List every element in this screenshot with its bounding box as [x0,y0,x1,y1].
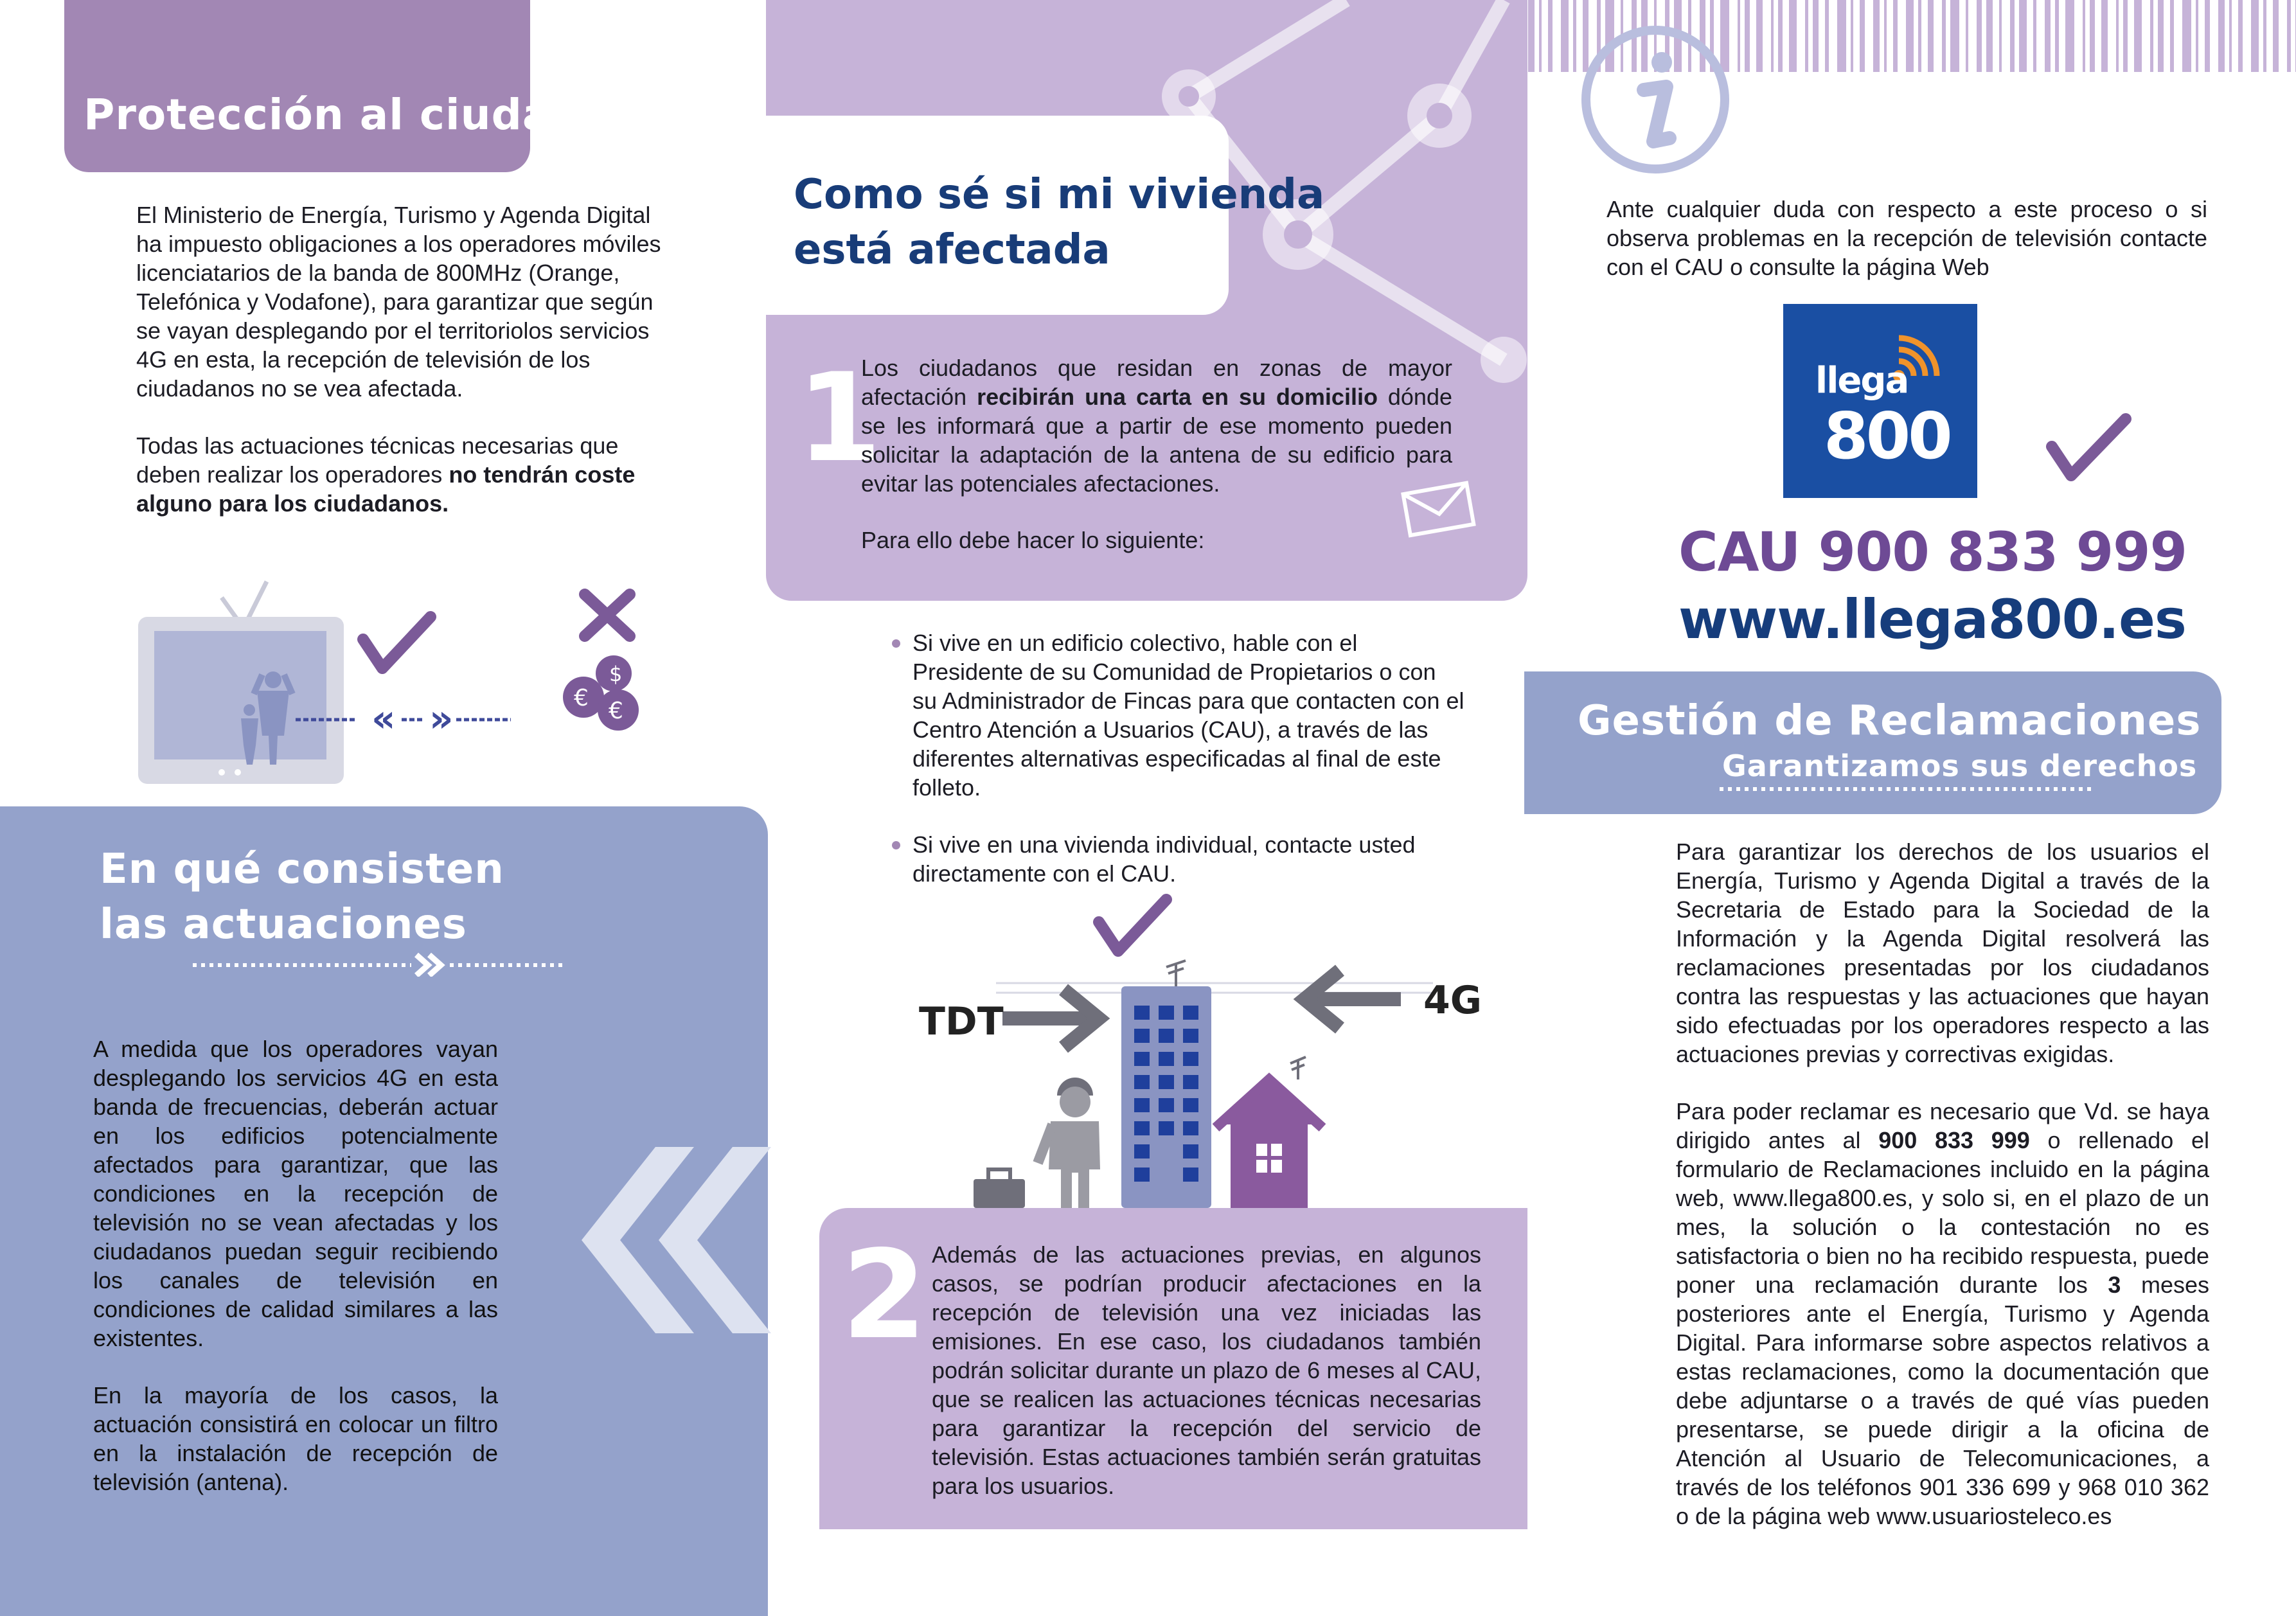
envelope-icon [1400,475,1477,540]
signal-lines [996,983,1433,993]
cau-website-link[interactable]: www.llega800.es [1678,588,2186,651]
checkmark-icon [1099,900,1166,951]
house-icon [1216,1057,1322,1208]
bullet-text: Si vive en una vivienda individual, contacte usted directamente con el CAU. [912,831,1416,887]
euro-coins-icon [563,655,639,731]
proteccion-title: Protección al ciudadano [84,90,673,139]
proteccion-paragraph-2 [136,431,663,518]
bullet-dot-icon [892,841,900,849]
step-1-text [861,353,1452,498]
proteccion-paragraph-2-text: Todas las actuaciones técnicas necesarias que deben realizar los operadores [136,432,619,488]
reclamaciones-p2-b: o rellenado el formulario de Reclamaciones incluido en la página web, www.llega800.es, y solo si, en el plazo de un mes, la solución o la contestación no es satisfactoria o bien no ha recibido respuesta, puede poner una reclamación durante los [1676,1127,2209,1298]
step-1-text-a: Los ciudadanos que residan en zonas de mayor afectación [861,355,1452,410]
afectada-title-line-1: Como sé si mi vivienda [794,171,1325,218]
afectada-title [794,167,1324,278]
checkmark-icon [2042,411,2132,482]
reclamaciones-p2-months: 3 [2108,1272,2121,1298]
info-text: Ante cualquier duda con respecto a este proceso o si observa problemas en la recepción de televisión contacte con el CAU o consulte la página Web [1606,196,2207,280]
proteccion-paragraph-2-bold: no tendrán coste alguno para los ciudadanos. [136,461,636,517]
svg-text:«: « [371,697,396,740]
consisten-title [100,842,504,952]
bullet-text: Si vive en un edificio colectivo, hable con el Presidente de su Comunidad de Propietarios o con su Administrador de Fincas para que contacten con el Centro Atención a Usuarios (CAU), a través de las diferentes alternativas especificadas al final de este folleto. [912,630,1464,801]
reclamaciones-title: Gestión de Reclamaciones [1578,697,2202,745]
tdt-4g-illustration [912,887,1491,1214]
svg-text:$: $ [609,662,623,686]
reclamaciones-body [1676,837,2209,1559]
tv-icon [138,582,344,784]
reclamaciones-paragraph-1: Para garantizar los derechos de los usuarios el Energía, Turismo y Agenda Digital a través de la Secretaria de Estado para la Sociedad de la Información y la Agenda Digital resolverá las reclamaciones presentadas por los ciudadanos contra las respuestas y las actuaciones que hayan sido efectuadas por los operadores respecto a las actuaciones previas y correctivas exigidas. [1676,839,2209,1067]
svg-text:€: € [574,685,589,711]
info-icon [1573,22,1737,177]
reclamaciones-p2-phone: 900 833 999 [1878,1127,2030,1153]
step-1-follow: Para ello debe hacer lo siguiente: [861,527,1205,553]
afectada-title-line-2: está afectada [794,226,1110,274]
dotted-arrow-divider [193,951,565,977]
consisten-title-line-2: las actuaciones [100,901,467,948]
cross-icon [585,594,630,636]
consisten-body [93,1034,498,1525]
consisten-title-line-1: En qué consisten [100,846,504,893]
label-tdt: TDT [919,999,1004,1044]
svg-text:»: » [429,697,454,740]
reclamaciones-p2-c: meses posteriores ante el Energía, Turismo y Agenda Digital. Para informarse sobre aspectos relativos a estas reclamaciones, como la documentación que debe adjuntarse o a través de qué vías pueden presentarse, se puede dirigir a la oficina de Atención al Usuario de Telecomunicaciones, a través de los teléfonos 901 336 699 y 968 010 362 o de la página web www.usuariosteleco.es [1676,1272,2209,1529]
bullet-item [887,628,1465,802]
bullet-dot-icon [892,639,900,648]
proteccion-header-panel [64,0,530,172]
arrow-left-icon [1304,970,1401,1028]
step-2-number: 2 [842,1224,927,1366]
building-icon [1121,961,1211,1208]
arrow-right-icon [1002,990,1099,1047]
consisten-paragraph-1: A medida que los operadores vayan desplegando los servicios 4G en esta banda de frecuencias, deberán actuar en los edificios potencialmente afectados para garantizar, que las condiciones en la recepción de televisión no se vean afectadas y los ciudadanos puedan seguir recibiendo los canales de televisión en condiciones de calidad similares a las existentes. [93,1036,498,1351]
dotted-underline [1720,783,2096,795]
reclamaciones-subtitle: Garantizamos sus derechos [1722,749,2198,783]
consisten-paragraph-2: En la mayoría de los casos, la actuación consistirá en colocar un filtro en la instalación de recepción de televisión (antena). [93,1382,498,1495]
step-1-number: 1 [797,347,882,489]
logo-number: 800 [1824,398,1950,474]
reclamaciones-paragraph-2 [1676,1097,2209,1531]
bullet-list [887,628,1465,916]
svg-text:€: € [609,698,623,724]
tv-cost-illustration [135,578,649,790]
chevrons-icon [559,1141,778,1340]
step-2-text: Además de las actuaciones previas, en algunos casos, se podrían producir afectaciones en la recepción de televisión una vez iniciadas las emisiones. En ese caso, los ciudadanos también podrán solicitar durante un plazo de 6 meses al CAU, que se realicen las actuaciones técnicas necesarias para garantizar la recepción del servicio de televisión. Estas actuaciones también serán gratuitas para los usuarios. [932,1241,1481,1499]
proteccion-paragraph-1: El Ministerio de Energía, Turismo y Agenda Digital ha impuesto obligaciones a los operadores móviles licenciatarios de la banda de 800MHz (Orange, Telefónica y Vodafone), para garantizar que según se vayan desplegando por el territoriolos servicios 4G en esta, la recepción de televisión de los ciudadanos no se vea afectada. [136,202,661,402]
step-1-text-b: dónde se les informará que a partir de ese momento pueden solicitar la adaptación de la antena de su edificio para evitar las potenciales afectaciones. [861,384,1452,497]
label-4g: 4G [1423,978,1482,1023]
toolbox-icon [974,1169,1025,1208]
proteccion-body [136,200,663,546]
reclamaciones-p2-a: Para poder reclamar es necesario que Vd. se haya dirigido antes al [1676,1098,2209,1153]
logo-word: llega [1815,360,1909,402]
checkmark-icon [363,617,431,668]
technician-icon [1038,1078,1100,1208]
bullet-item [887,830,1465,888]
cau-phone[interactable]: CAU 900 833 999 [1678,520,2187,583]
step-1-text-bold: recibirán una carta en su domicilio [977,384,1378,410]
